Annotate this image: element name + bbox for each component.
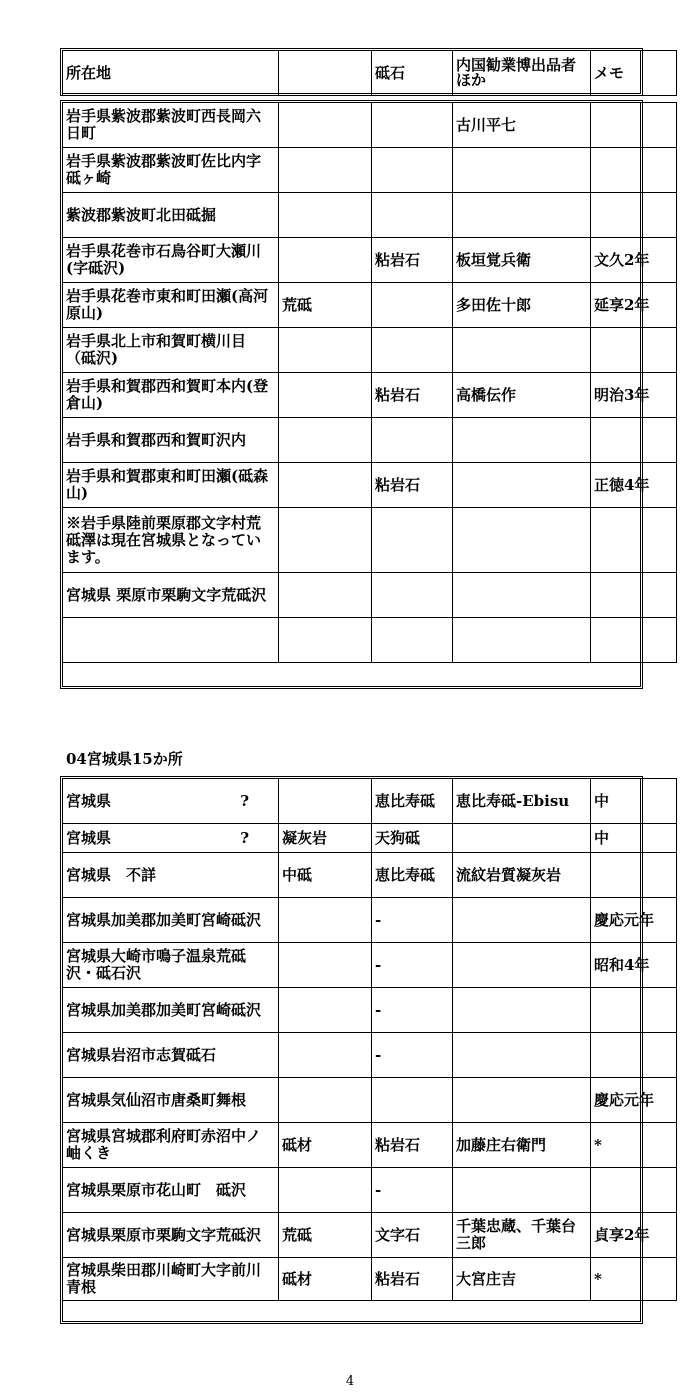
table-row [63,463,677,508]
location-text: 宮城県宮城郡利府町赤沼中ノ岫くき [66,1127,262,1162]
table-cell [591,988,677,1033]
table-row [63,1168,677,1213]
table-cell: 岩手県花巻市東和町田瀬(高河原山) [63,283,279,328]
location-cell [63,988,279,1033]
table-cell: - [372,898,453,943]
table-cell: 宮城県 栗原市栗駒文字荒砥沢 [63,573,279,618]
table-row [63,1033,677,1078]
table-cell: 砥材 [279,1258,372,1301]
table-cell [453,824,591,853]
table-cell [372,328,453,373]
location-text: 宮城県加美郡加美町宮崎砥沢 [66,1000,262,1019]
table-cell [279,373,372,418]
table-row [63,1123,677,1168]
location-text: 宮城県栗原市花山町 砥沢 [66,1180,247,1199]
table-cell [591,1168,677,1213]
table-row [63,853,677,898]
table-cell: 岩手県和賀郡東和町田瀬(砥森山) [63,463,279,508]
table-cell [279,618,372,663]
table-row [63,943,677,988]
table-cell: 岩手県和賀郡西和賀町沢内 [63,418,279,463]
table-cell [453,898,591,943]
table-cell [453,508,591,573]
table-cell [591,193,677,238]
location-cell [63,1258,279,1301]
location-cell [63,1078,279,1123]
table-cell [591,618,677,663]
table-cell [591,573,677,618]
header-blank [279,51,372,96]
table-cell: 多田佐十郎 [453,283,591,328]
table-row [63,193,677,238]
table-cell [279,508,372,573]
table-cell [372,1078,453,1123]
table-cell: - [372,943,453,988]
table-cell: 板垣覚兵衛 [453,238,591,283]
table-cell [63,618,279,663]
table-cell [453,943,591,988]
iwate-table [62,102,677,663]
table-cell [591,148,677,193]
location-text: 宮城県岩沼市志賀砥石 [66,1045,217,1064]
table-cell [591,328,677,373]
page-number: 4 [345,1374,355,1389]
table-cell: * [591,1258,677,1301]
location-text: 宮城県 不詳 [66,865,157,884]
table-cell: 慶応元年 [591,1078,677,1123]
table-cell: ※岩手県陸前栗原郡文字村荒砥澤は現在宮城県となっています。 [63,508,279,573]
location-cell [63,853,279,898]
table-cell: 岩手県花巻市石鳥谷町大瀬川(字砥沢) [63,238,279,283]
table-cell [279,1168,372,1213]
table-cell [372,618,453,663]
header-memo: メモ [591,51,677,96]
table-row [63,779,677,824]
location-text: 宮城県栗原市栗駒文字荒砥沢 [66,1225,262,1244]
table-cell [372,508,453,573]
table-cell [279,103,372,148]
table-cell: 岩手県和賀郡西和賀町本内(登倉山) [63,373,279,418]
table-cell: * [591,1123,677,1168]
table-cell: 恵比寿砥-Ebisu [453,779,591,824]
table-cell [279,328,372,373]
table-cell: 粘岩石 [372,463,453,508]
table-cell [372,573,453,618]
location-text: 宮城県柴田郡川崎町大字前川青根 [66,1261,262,1296]
table-row [63,988,677,1033]
table-cell [453,573,591,618]
table-cell [453,1078,591,1123]
table-cell: 粘岩石 [372,238,453,283]
table-cell: 高橋伝作 [453,373,591,418]
table-cell: 恵比寿砥 [372,779,453,824]
table-cell: 粘岩石 [372,1258,453,1301]
table-cell [591,103,677,148]
table-cell: 粘岩石 [372,373,453,418]
table-cell: 正徳4年 [591,463,677,508]
table-row [63,238,677,283]
table-row [63,103,677,148]
table-row [63,418,677,463]
table-cell: - [372,1033,453,1078]
table-cell [372,283,453,328]
table-cell [279,418,372,463]
table-cell: 加藤庄右衛門 [453,1123,591,1168]
header-exhibitor: 内国勧業博出品者ほか [453,51,591,96]
location-text: 宮城県加美郡加美町宮崎砥沢 [66,910,262,929]
table-cell: 昭和4年 [591,943,677,988]
table-cell [279,193,372,238]
table-cell [453,1168,591,1213]
table-row [63,618,677,663]
table-cell: 貞享2年 [591,1213,677,1258]
table-cell [279,779,372,824]
table-cell [453,193,591,238]
table-row [63,328,677,373]
table-cell: 岩手県北上市和賀町横川目（砥沢) [63,328,279,373]
table-cell: 千葉忠蔵、千葉台三郎 [453,1213,591,1258]
location-cell [63,824,279,853]
table-cell [591,418,677,463]
table-row [63,898,677,943]
table-cell [372,418,453,463]
table-cell: 恵比寿砥 [372,853,453,898]
table-cell: 中砥 [279,853,372,898]
table-cell [372,103,453,148]
table-row [63,1078,677,1123]
table-cell: 紫波郡紫波町北田砥掘 [63,193,279,238]
table-cell: 荒砥 [279,283,372,328]
table-cell: 文字石 [372,1213,453,1258]
table-cell [453,988,591,1033]
section-title: 04宮城県15か所 [66,750,183,768]
table-row [63,148,677,193]
table-cell: 大宮庄吉 [453,1258,591,1301]
table-cell: 岩手県紫波郡紫波町西長岡六日町 [63,103,279,148]
unknown-marker: ? [240,791,249,810]
table-cell: 岩手県紫波郡紫波町佐比内字砥ヶ崎 [63,148,279,193]
table-cell: 流紋岩質凝灰岩 [453,853,591,898]
header-whetstone: 砥石 [372,51,453,96]
table-row [63,283,677,328]
table-cell [279,1078,372,1123]
location-text: 宮城県気仙沼市唐桑町舞根 [66,1090,247,1109]
table-cell: - [372,988,453,1033]
table-cell [453,418,591,463]
table-cell [279,238,372,283]
table-cell: 延享2年 [591,283,677,328]
location-text: 宮城県大崎市鳴子温泉荒砥沢・砥石沢 [66,947,247,982]
table-cell: 古川平七 [453,103,591,148]
table-cell: - [372,1168,453,1213]
table-cell [279,898,372,943]
table-cell [372,193,453,238]
location-cell [63,1123,279,1168]
location-text: 宮城県 [66,828,112,847]
table-cell: 中 [591,779,677,824]
table-cell [279,988,372,1033]
table-cell [279,573,372,618]
location-text: 宮城県 [66,791,112,810]
table-cell [279,463,372,508]
table-cell: 砥材 [279,1123,372,1168]
table-cell [279,1033,372,1078]
header-table [62,50,677,96]
location-cell [63,779,279,824]
table-cell [279,943,372,988]
table-cell [591,508,677,573]
table-row [63,1213,677,1258]
location-cell [63,1033,279,1078]
unknown-marker: ? [240,828,249,847]
table-cell: 荒砥 [279,1213,372,1258]
table-cell [279,148,372,193]
table-row [63,373,677,418]
miyagi-table [62,778,677,1301]
table-cell [453,148,591,193]
table-cell: 文久2年 [591,238,677,283]
table-cell [453,463,591,508]
table-cell [453,1033,591,1078]
location-cell [63,1168,279,1213]
table-cell: 明治3年 [591,373,677,418]
table-row [63,508,677,573]
table-row [63,573,677,618]
table-cell [372,148,453,193]
location-cell [63,943,279,988]
location-cell [63,1213,279,1258]
table-cell: 慶応元年 [591,898,677,943]
table-cell: 天狗砥 [372,824,453,853]
table-row [63,824,677,853]
location-cell [63,898,279,943]
table-cell [591,1033,677,1078]
table-row [63,1258,677,1301]
table-cell [453,328,591,373]
table-cell [591,853,677,898]
header-row [63,51,677,96]
table-cell [453,618,591,663]
table-cell: 凝灰岩 [279,824,372,853]
table-cell: 中 [591,824,677,853]
table-cell: 粘岩石 [372,1123,453,1168]
header-location: 所在地 [63,51,279,96]
